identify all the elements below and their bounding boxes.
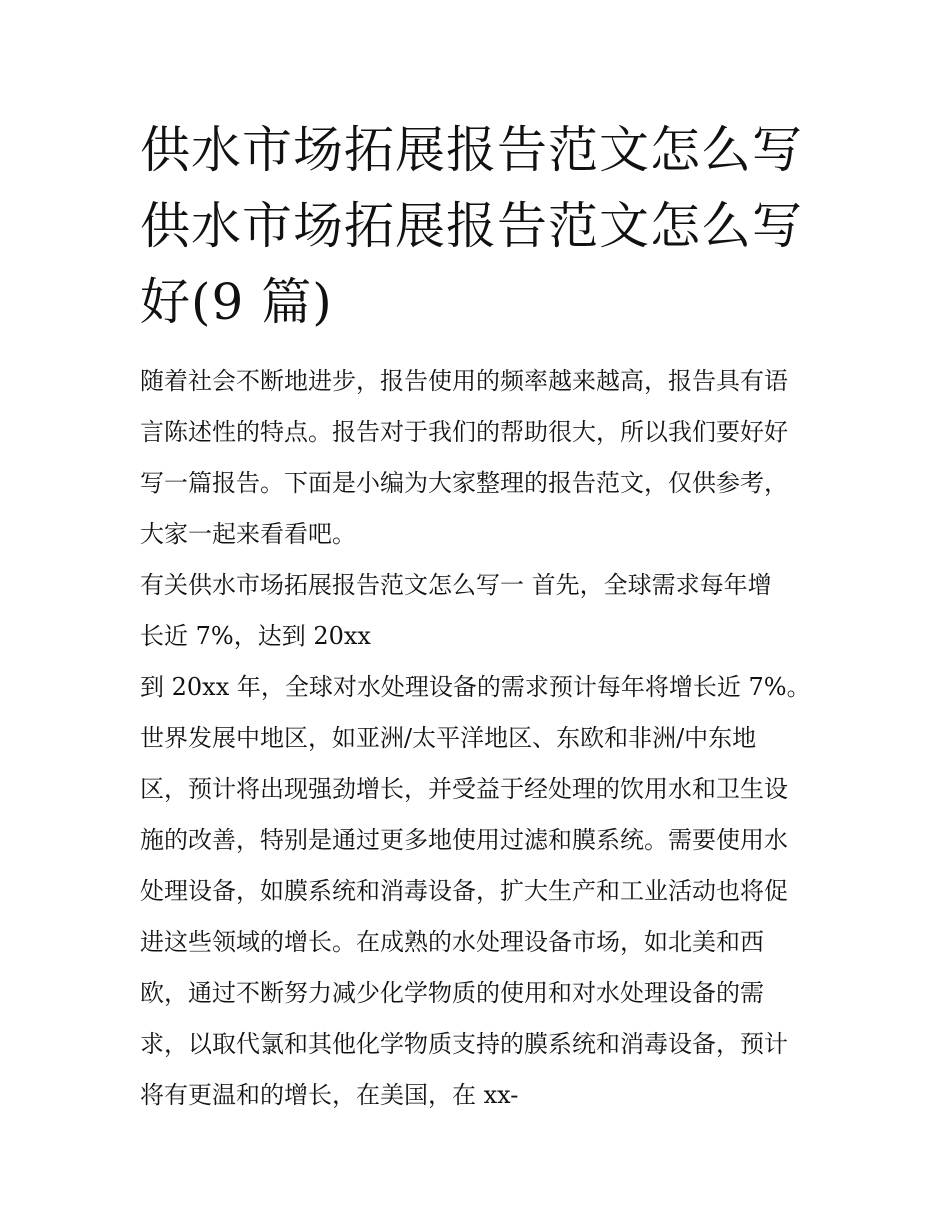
body-line: 到 20xx 年，全球对水处理设备的需求预计每年将增长近 7%。 (140, 673, 811, 701)
body-line: 世界发展中地区，如亚洲/太平洋地区、东欧和非洲/中东地 (140, 724, 757, 752)
title-line: 好(9 篇) (140, 273, 333, 331)
document-title (140, 112, 820, 340)
body-line: 将有更温和的增长，在美国，在 xx- (140, 1081, 519, 1109)
title-line: 供水市场拓展报告范文怎么写 (140, 121, 803, 179)
title-line: 供水市场拓展报告范文怎么写 (140, 197, 803, 255)
body-line: 求，以取代氯和其他化学物质支持的膜系统和消毒设备，预计 (140, 1030, 788, 1058)
body-line: 长近 7%，达到 20xx (140, 622, 371, 650)
body-line: 区，预计将出现强劲增长，并受益于经处理的饮用水和卫生设 (140, 775, 788, 803)
body-line: 欧，通过不断努力减少化学物质的使用和对水处理设备的需 (140, 979, 764, 1007)
body-line: 有关供水市场拓展报告范文怎么写一 首先，全球需求每年增 (140, 571, 772, 599)
body-line: 言陈述性的特点。报告对于我们的帮助很大，所以我们要好好 (140, 418, 788, 446)
body-line: 随着社会不断地进步，报告使用的频率越来越高，报告具有语 (140, 367, 788, 395)
document-body (140, 356, 820, 1121)
body-line: 处理设备，如膜系统和消毒设备，扩大生产和工业活动也将促 (140, 877, 788, 905)
body-line: 写一篇报告。下面是小编为大家整理的报告范文，仅供参考， (140, 469, 788, 497)
body-line: 施的改善，特别是通过更多地使用过滤和膜系统。需要使用水 (140, 826, 788, 854)
body-line: 大家一起来看看吧。 (140, 520, 356, 548)
body-line: 进这些领域的增长。在成熟的水处理设备市场，如北美和西 (140, 928, 764, 956)
